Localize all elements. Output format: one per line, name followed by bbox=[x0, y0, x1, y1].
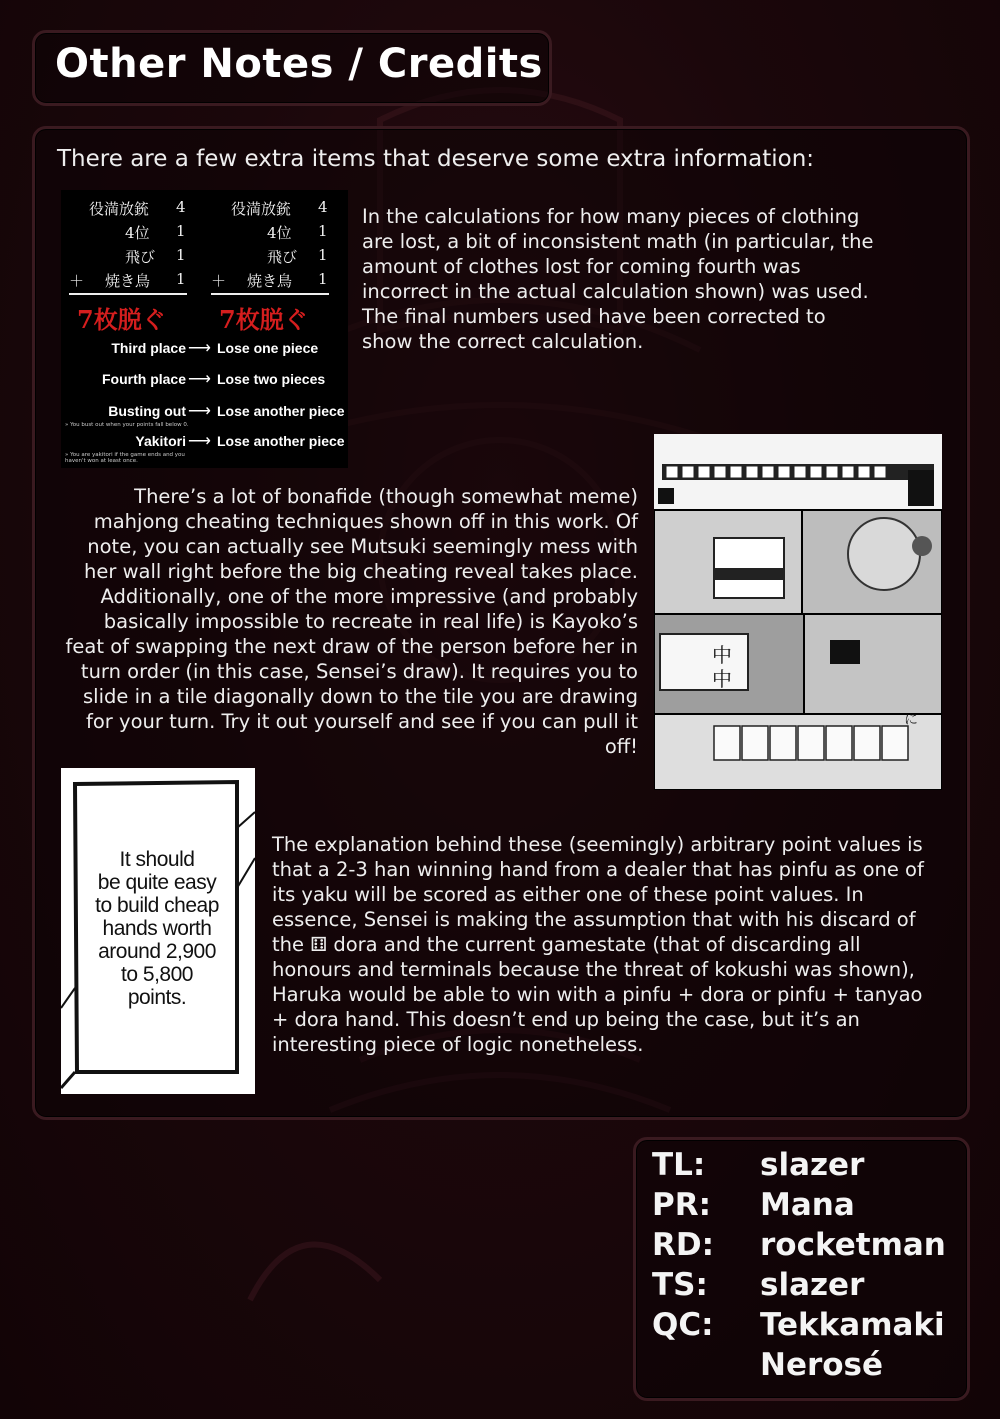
credit-name: slazer bbox=[760, 1147, 865, 1183]
calc-left-total: 7枚脱ぐ bbox=[77, 305, 166, 334]
arrow-icon: ⟶ bbox=[188, 433, 211, 450]
calc-right-val-4: 1 bbox=[318, 270, 328, 288]
calc-left-val-4: 1 bbox=[176, 270, 186, 288]
calc-line-left: Third place bbox=[111, 340, 186, 356]
calc-line-left: Fourth place bbox=[101, 371, 186, 387]
note-paragraph-1: In the calculations for how many pieces of clothing are lost, a bit of inconsistent math (in particular, the amount of clothes lost for coming fourth was incorrect in the actual calculation shown) was used. The final numbers used have been corrected to show the correct calculation. bbox=[362, 205, 874, 353]
speech-line: around 2,900 bbox=[98, 940, 216, 963]
tiles-side-text: に bbox=[904, 712, 918, 728]
manga-panels-illustration bbox=[654, 434, 942, 790]
credit-name: Mana bbox=[760, 1187, 855, 1223]
calc-line-right: Lose one piece bbox=[217, 340, 319, 356]
speech-line: to 5,800 bbox=[121, 963, 193, 986]
credit-role: TL: bbox=[652, 1147, 706, 1183]
credit-name: rocketman bbox=[760, 1227, 946, 1263]
calc-note-bust: » You bust out when your points fall below 0. bbox=[65, 422, 189, 428]
calc-right-row-1: 役満放銃 bbox=[231, 200, 292, 218]
speech-line: It should bbox=[119, 848, 195, 871]
calc-left-val-3: 1 bbox=[176, 246, 186, 264]
credit-role: TS: bbox=[652, 1267, 708, 1303]
calc-right-row-4: 焼き鳥 bbox=[247, 272, 293, 290]
calculation-figure bbox=[61, 190, 348, 468]
note-paragraph-2: There’s a lot of bonafide (though somewhat meme) mahjong cheating techniques shown off in this work. Of note, you can actually see Mutsuki seemingly mess with her wall right before the big cheating reveal takes place. Additionally, one of the more impressive (and probably basically impossible to recreate in real life) is Kayoko’s feat of swapping the next draw of the person before her in turn order (in this case, Sensei’s draw). It requires you to slide in a tile diagonally down to the tile you are drawing for your turn. Try it out yourself and see if you can pull it off! bbox=[65, 485, 638, 758]
title-box bbox=[32, 30, 552, 106]
speech-line: be quite easy bbox=[97, 871, 217, 894]
calc-line-right: Lose another piece bbox=[217, 403, 345, 419]
arrow-icon: ⟶ bbox=[188, 403, 211, 420]
calc-left-rule bbox=[69, 293, 187, 295]
calc-left-val-1: 4 bbox=[176, 198, 186, 216]
tile-char-2: 中 bbox=[712, 667, 732, 691]
credit-role: QC: bbox=[652, 1307, 714, 1343]
calc-right-val-2: 1 bbox=[318, 222, 328, 240]
credit-role: RD: bbox=[652, 1227, 714, 1263]
calc-line-left: Busting out bbox=[108, 403, 186, 419]
calc-note-yakitori: » You are yakitori if the game ends and you haven't won at least once. bbox=[65, 452, 185, 464]
calc-line-right: Lose two pieces bbox=[217, 371, 326, 387]
calc-left-row-1: 役満放銃 bbox=[89, 200, 150, 218]
speech-line: hands worth bbox=[102, 917, 212, 940]
arrow-icon: ⟶ bbox=[188, 340, 211, 357]
credit-name: Nerosé bbox=[760, 1347, 884, 1383]
note-paragraph-3: The explanation behind these (seemingly) arbitrary point values is that a 2-3 han winning hand from a dealer that has pinfu as one of its yaku will be scored as either one of these point values. In essence, Sensei is making the assumption that with his discard of the ⚅ dora and the current gamestate (that of discarding all honours and terminals because the threat of kokushi was shown), Haruka would be able to win with a pinfu + dora or pinfu + tanyao + dora hand. This doesn’t end up being the case, but it’s an interesting piece of logic nonetheless. bbox=[272, 833, 924, 1056]
calc-right-row-2: 4位 bbox=[267, 224, 292, 242]
speech-line: to build cheap bbox=[95, 894, 219, 917]
calc-left-row-2: 4位 bbox=[125, 224, 150, 242]
calc-left-row-4: 焼き鳥 bbox=[105, 272, 151, 290]
credit-name: Tekkamaki bbox=[760, 1307, 945, 1343]
calc-line-right: Lose another piece bbox=[217, 433, 345, 449]
mahjong-tiles-figure bbox=[654, 434, 942, 790]
calc-left-val-2: 1 bbox=[176, 222, 186, 240]
intro-text: There are a few extra items that deserve some extra information: bbox=[57, 146, 815, 172]
speech-box-text bbox=[77, 848, 237, 1009]
calc-left-plus: ＋ bbox=[69, 272, 85, 290]
calc-right-rule bbox=[211, 293, 329, 295]
calc-right-val-1: 4 bbox=[318, 198, 328, 216]
page-title: Other Notes / Credits bbox=[55, 41, 543, 87]
calc-right-row-3: 飛び bbox=[267, 248, 298, 266]
speech-box-figure bbox=[61, 768, 255, 1094]
calc-left-row-3: 飛び bbox=[125, 248, 156, 266]
arrow-icon: ⟶ bbox=[188, 371, 211, 388]
calc-line-left: Yakitori bbox=[135, 433, 186, 449]
credit-role: PR: bbox=[652, 1187, 711, 1223]
speech-line: points. bbox=[127, 986, 187, 1009]
calc-right-total: 7枚脱ぐ bbox=[219, 305, 308, 334]
tile-char-1: 中 bbox=[712, 643, 732, 667]
credit-name: slazer bbox=[760, 1267, 865, 1303]
calc-right-plus: ＋ bbox=[211, 272, 227, 290]
calc-right-val-3: 1 bbox=[318, 246, 328, 264]
